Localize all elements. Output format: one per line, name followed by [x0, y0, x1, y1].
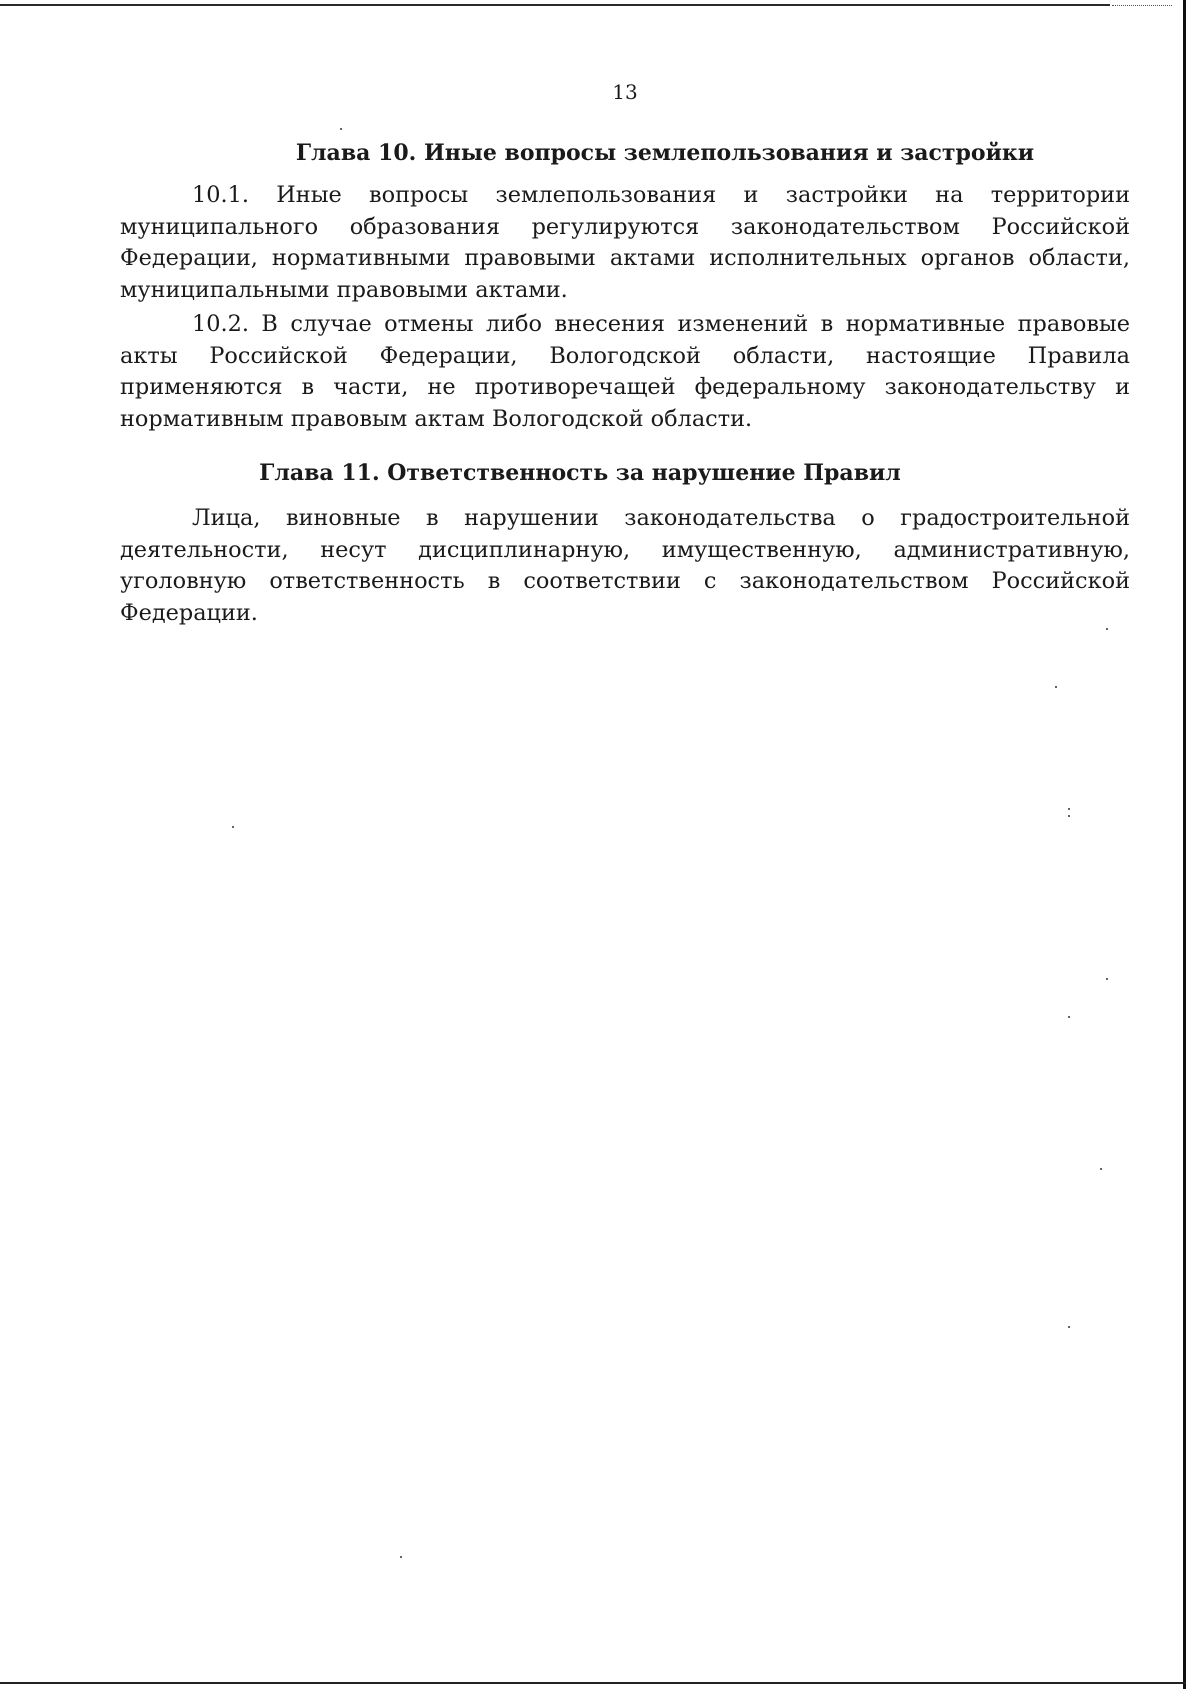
page-number: 13	[612, 80, 638, 104]
paragraph-11: Лица, виновные в нарушении законодательства о градостроительной деятельности, несут дисциплинарную, имущественную, административную, уголовную ответственность в соответствии с законодательством Российской Федерации.	[120, 505, 1130, 626]
scan-border-bottom	[0, 1682, 1186, 1684]
scan-speck	[1068, 808, 1070, 810]
chapter-10-heading: Глава 10. Иные вопросы землепользования и застройки	[295, 140, 1035, 166]
paragraph-10-2: 10.2. В случае отмены либо внесения изменений в нормативные правовые акты Российской Федерации, Вологодской области, настоящие Правила применяются в части, не противоречащей федеральному законодательству и нормативным правовым актам Вологодской области.	[120, 311, 1130, 432]
scan-speck	[1068, 1326, 1070, 1328]
scan-speck	[1106, 978, 1108, 980]
scan-speck	[1100, 1168, 1102, 1170]
scan-border-top	[0, 4, 1110, 6]
scan-speck	[340, 128, 342, 130]
scan-speck	[1068, 1016, 1070, 1018]
scan-border-top-dots	[1112, 5, 1172, 6]
scan-border-right	[1183, 0, 1186, 1689]
scan-speck	[232, 826, 234, 828]
scan-speck	[1055, 686, 1057, 688]
scan-speck	[1068, 815, 1070, 817]
chapter-11-heading: Глава 11. Ответственность за нарушение Правил	[259, 460, 901, 486]
scan-speck	[400, 1556, 402, 1558]
paragraph-10-1: 10.1. Иные вопросы землепользования и застройки на территории муниципального образования регулируются законодательством Российской Федерации, нормативными правовыми актами исполнительных органов области, муниципальными правовыми актами.	[120, 182, 1130, 303]
